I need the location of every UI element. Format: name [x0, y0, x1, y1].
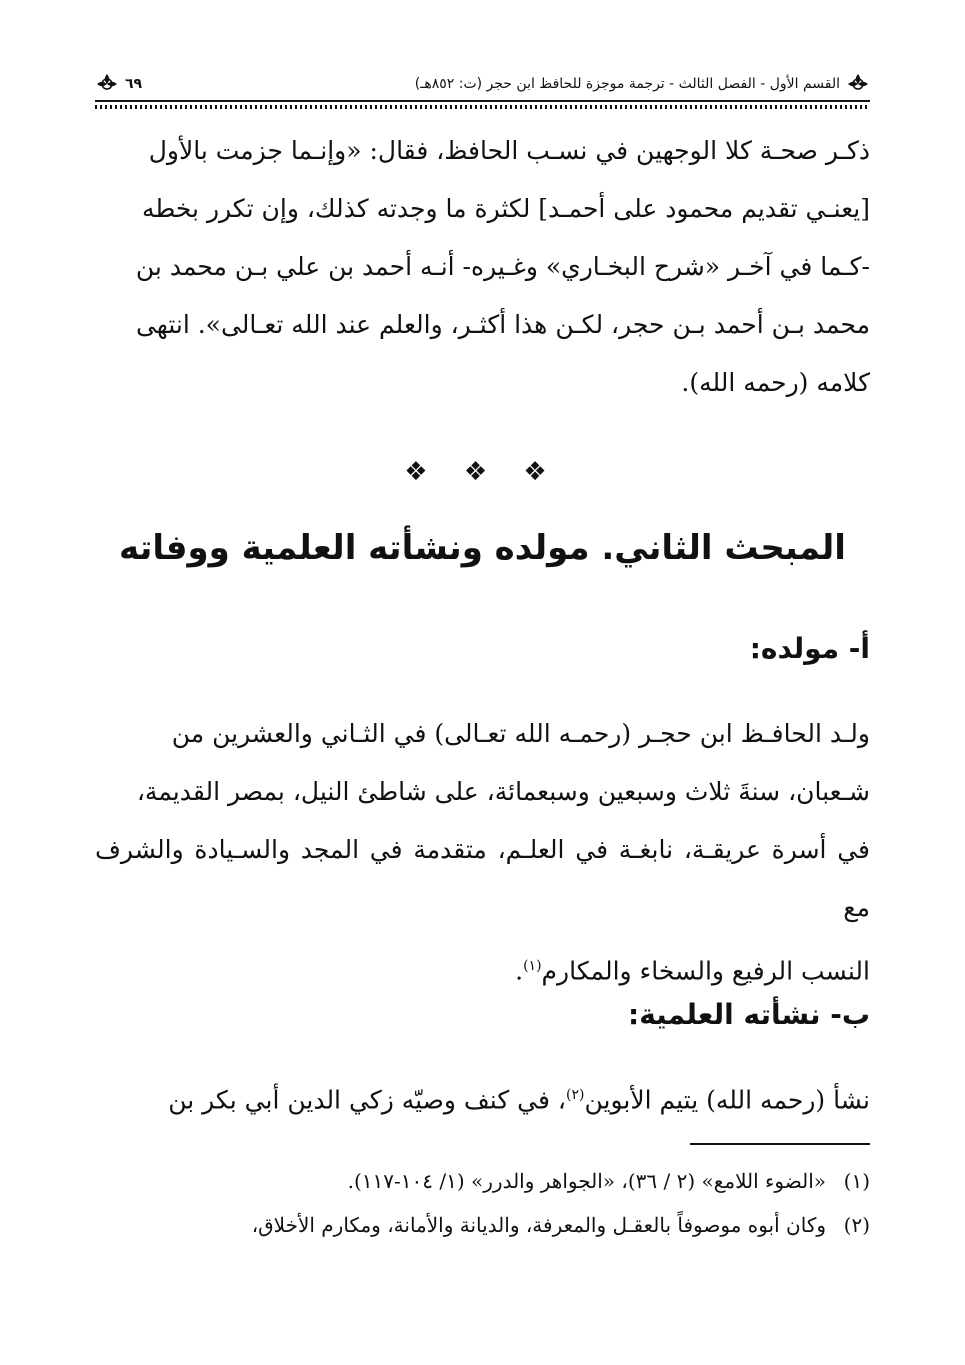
footnote-text: وكان أبوه موصوفاً بالعقـل والمعرفة، والديانة والأمانة، ومكارم الأخلاق، [251, 1213, 826, 1237]
paragraph-line [95, 1066, 870, 1129]
paragraph-line: [يعنـي تقديم محمود على أحمـد] لكثرة ما وجدته كذلك، وإن تكرر بخطه [141, 194, 870, 223]
footnote-reference[interactable]: (٢) [565, 1087, 585, 1103]
running-header [95, 70, 870, 110]
paragraph-line [95, 937, 870, 1000]
footnote-number: (٢) [843, 1213, 870, 1237]
footnote-text: «الضوء اللامع» (٢ / ٣٦)، «الجواهر والدرر» (١/ ١٠٤-١١٧). [347, 1169, 826, 1193]
page-number: ٦٩ [125, 76, 143, 92]
birth-heading: أ- مولده: [749, 632, 870, 665]
paragraph-line: في أسرة عريقـة، نابغـة في العلـم، متقدمة في المجد والسـيادة والشرف مع [95, 835, 870, 922]
upbringing-heading: ب- نشأته العلمية: [628, 998, 870, 1031]
paragraph-line: محمد بـن أحمد بـن حجر، لكـن هذا أكثـر، والعلم عند الله تعـالى». انتهى [135, 310, 870, 339]
floral-ornament-icon [95, 72, 119, 96]
header-decorative-border [95, 105, 870, 109]
footnote [95, 1166, 870, 1196]
footnotes [95, 1166, 870, 1254]
paragraph-text: نشأ (رحمه الله) يتيم الأبوين [584, 1085, 870, 1115]
running-header-title: القسم الأول - الفصل الثالث - ترجمة موجزة للحافظ ابن حجر (ت: ٨٥٢هـ) [414, 76, 840, 92]
paragraph-line: -كـما في آخـر «شرح البخـاري» وغـيره- أنـه أحمد بن علي بـن محمد بن [135, 252, 870, 281]
paragraph-text: ، في كنف وصيّه زكي الدين أبي بكر بن [168, 1085, 566, 1115]
paragraph-line: ولـد الحافـظ ابن حجـر (رحمـه الله تعـالى) في الثـاني والعشرين من [171, 719, 870, 748]
upbringing-paragraph [95, 1066, 870, 1129]
footnote-reference[interactable]: (١) [523, 958, 542, 974]
section-separator: ❖ ❖ ❖ [404, 457, 561, 487]
paragraph-line: ذكـر صحـة كلا الوجهين في نسـب الحافظ، فقال: «وإنـما جزمت بالأول [148, 136, 870, 165]
paragraph-text: . [515, 956, 524, 986]
birth-paragraph [95, 705, 870, 1000]
paragraph-line: شـعبان، سنةَ ثلاث وسبعين وسبعمائة، على شاطئ النيل، بمصر القديمة، [136, 777, 870, 806]
floral-ornament-icon [846, 72, 870, 96]
footnote-number: (١) [843, 1169, 870, 1193]
intro-paragraph [95, 122, 870, 412]
paragraph-line: كلامه (رحمه الله). [681, 368, 870, 397]
footnote-rule [690, 1143, 870, 1145]
header-rule [95, 100, 870, 102]
footnote [95, 1210, 870, 1240]
paragraph-text: النسب الرفيع والسخاء والمكارم [541, 956, 870, 986]
section-title: المبحث الثاني. مولده ونشأته العلمية ووفاته [119, 528, 846, 568]
